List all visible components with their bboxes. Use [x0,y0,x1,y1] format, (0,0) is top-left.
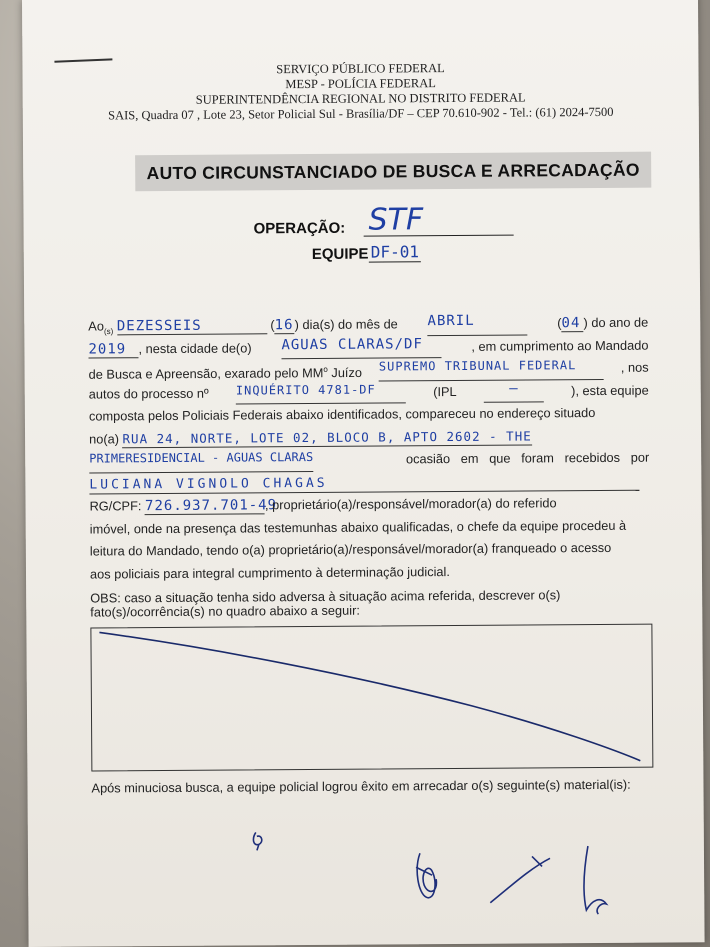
proprietario-text: , proprietário(a)/responsável/morador(a) do referido [264,495,557,513]
recebido-por: LUCIANA VIGNOLO CHAGAS [89,473,639,494]
header-line-2: MESP - POLÍCIA FEDERAL [285,76,436,92]
autos-label: autos do processo nº [88,385,209,402]
dia-num: 16 [274,317,294,334]
equipe-handwritten: DF-01 [369,242,421,262]
dia-extenso: DEZESSEIS [117,317,267,335]
ano: 2019 [88,341,138,358]
equipe-label: EQUIPE [311,245,369,263]
document-header [22,59,698,124]
mes: ABRIL [427,312,527,335]
ano-label: ) do ano de [583,314,649,331]
ipl: — [484,380,544,403]
header-line-3: SUPERINTENDÊNCIA REGIONAL NO DISTRITO FEDERAL [195,90,526,107]
body-line-5: composta pelos Policiais Federais abaixo identificados, compareceu no endereço situado [88,405,596,424]
header-address: SAIS, Quadra 07 , Lote 23, Setor Policial Sul - Brasília/DF – CEP 70.610-902 - Tel.: (61) 2024-7500 [108,104,614,123]
obs-text: OBS: caso a situação tenha sido adversa à situação acima referida, descrever o(s) fato(s)/ocorrência(s) no quadro abaixo a seguir: [90,587,561,620]
no-label: no(a) [89,430,119,447]
initial-signature-1 [253,832,261,850]
ocasiao-text: ocasião em que foram recebidos por [405,449,650,467]
signatures [28,815,705,940]
obs-strike-line [91,625,652,771]
body-paragraph [88,312,650,586]
obs-box [90,624,653,772]
ipl-label: (IPL [433,383,457,399]
rg-cpf: 726.937.701-49 [144,497,278,515]
after-text: Após minuciosa busca, a equipe policial logrou êxito em arrecadar o(s) seguinte(s) material(is): [91,776,631,796]
operacao-handwritten: STF [368,202,424,238]
nos-text: , nos [620,359,649,375]
body-line-10: imóvel, onde na presença das testemunhas abaixo qualificadas, o chefe da equipe procedeu à [89,517,627,537]
operacao-label: OPERAÇÃO: [253,219,346,238]
juizo-label: Juízo [327,364,363,381]
body-line-11: leitura do Mandado, tendo o(a) proprietário(a)/responsável/morador(a) franqueado o acesso [89,539,612,559]
juizo: SUPREMO TRIBUNAL FEDERAL [379,357,604,381]
pen-stroke-mark [54,58,112,62]
title-bar [135,152,651,192]
dia-label: ) dia(s) do mês de [294,316,398,333]
ao-sub: (s) [103,326,114,336]
endereco-2: PRIMERESIDENCIAL - AGUAS CLARAS [89,449,313,473]
cumprimento-text: , em cumprimento ao Mandado [471,337,649,354]
header-line-1: SERVIÇO PÚBLICO FEDERAL [276,61,445,77]
processo: INQUÉRITO 4781-DF [236,381,406,405]
mes-num: 04 [561,315,583,332]
initial-signature-3 [490,856,550,902]
document-page [22,0,705,947]
initial-signature-2 [416,853,437,898]
esta-equipe-text: ), esta equipe [571,382,649,398]
document-title: AUTO CIRCUNSTANCIADO DE BUSCA E ARRECADAÇÃO [146,159,640,183]
initial-signature-4 [584,846,607,914]
cidade: AGUAS CLARAS/DF [281,336,441,360]
ao-label: Ao [88,318,104,334]
cidade-label: , nesta cidade de(o) [138,339,252,356]
mandado-label: de Busca e Apreensão, exarado pelo MM [88,365,324,382]
body-line-1: $Ao_{(s)}$ DEZESSEIS (16) dia(s) do mês de ABRIL (04 ) do ano de [88,312,649,336]
body-line-12: aos policiais para integral cumprimento à determinação judicial. [89,563,450,582]
rg-label: RG/CPF: [89,498,142,514]
endereco-1: RUA 24, NORTE, LOTE 02, BLOCO B, APTO 2602 - THE [122,427,532,446]
mandado-sup: o [323,364,328,374]
